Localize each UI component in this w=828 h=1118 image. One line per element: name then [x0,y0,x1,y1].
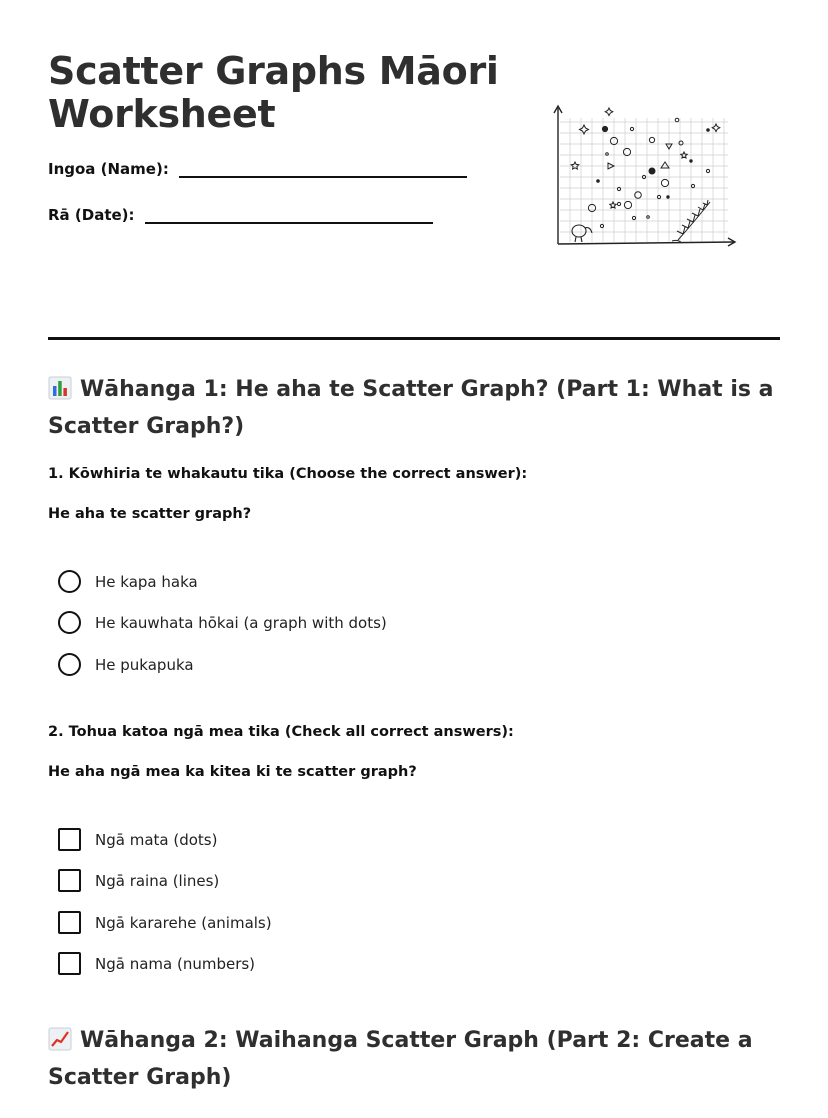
checkbox[interactable] [58,828,81,851]
checkbox[interactable] [58,952,81,975]
q1-option-3[interactable] [58,653,194,676]
q1-instruction: 1. Kōwhiria te whakautu tika (Choose the correct answer): [48,466,528,482]
q2-option-4-label: Ngā nama (numbers) [95,954,256,973]
q1-option-2-label: He kauwhata hōkai (a graph with dots) [95,613,387,632]
title-line-2: Worksheet [48,92,276,136]
grid-lines [560,118,728,242]
kiwi-bird-icon [572,225,592,242]
radio-button[interactable] [58,611,81,634]
part1-heading-text: Wāhanga 1: He aha te Scatter Graph? (Part 1: What is a Scatter Graph?) [48,377,774,439]
date-field-row [48,204,433,224]
q2-option-1-label: Ngā mata (dots) [95,830,218,849]
q1-option-1-label: He kapa haka [95,572,198,591]
date-label: Rā (Date): [48,206,135,224]
radio-button[interactable] [58,570,81,593]
q2-question: He aha ngā mea ka kitea ki te scatter graph? [48,764,417,780]
q1-option-1[interactable] [58,570,198,593]
name-write-line[interactable] [179,158,467,178]
name-field-row [48,158,467,178]
q1-option-2[interactable] [58,611,387,634]
checkbox[interactable] [58,911,81,934]
title-line-1: Scatter Graphs Māori [48,49,499,93]
date-write-line[interactable] [145,204,433,224]
part2-heading [48,1022,780,1096]
checkbox[interactable] [58,869,81,892]
worksheet-title [48,50,499,136]
bar-chart-icon [48,376,72,400]
q2-option-2[interactable] [58,869,219,892]
q1-option-3-label: He pukapuka [95,655,194,674]
q2-option-1[interactable] [58,828,217,851]
line-chart-icon [48,1027,72,1051]
q2-option-2-label: Ngā raina (lines) [95,871,220,890]
q2-option-3-label: Ngā kararehe (animals) [95,913,272,932]
q1-question: He aha te scatter graph? [48,506,252,522]
q2-option-3[interactable] [58,911,272,934]
q2-option-4[interactable] [58,952,255,975]
q2-instruction: 2. Tohua katoa ngā mea tika (Check all correct answers): [48,724,514,740]
name-label: Ingoa (Name): [48,160,169,178]
part1-heading [48,371,780,445]
part2-heading-text: Wāhanga 2: Waihanga Scatter Graph (Part 2: Create a Scatter Graph) [48,1028,753,1090]
scatter-graph-illustration [548,100,744,250]
section-divider [48,337,780,340]
radio-button[interactable] [58,653,81,676]
